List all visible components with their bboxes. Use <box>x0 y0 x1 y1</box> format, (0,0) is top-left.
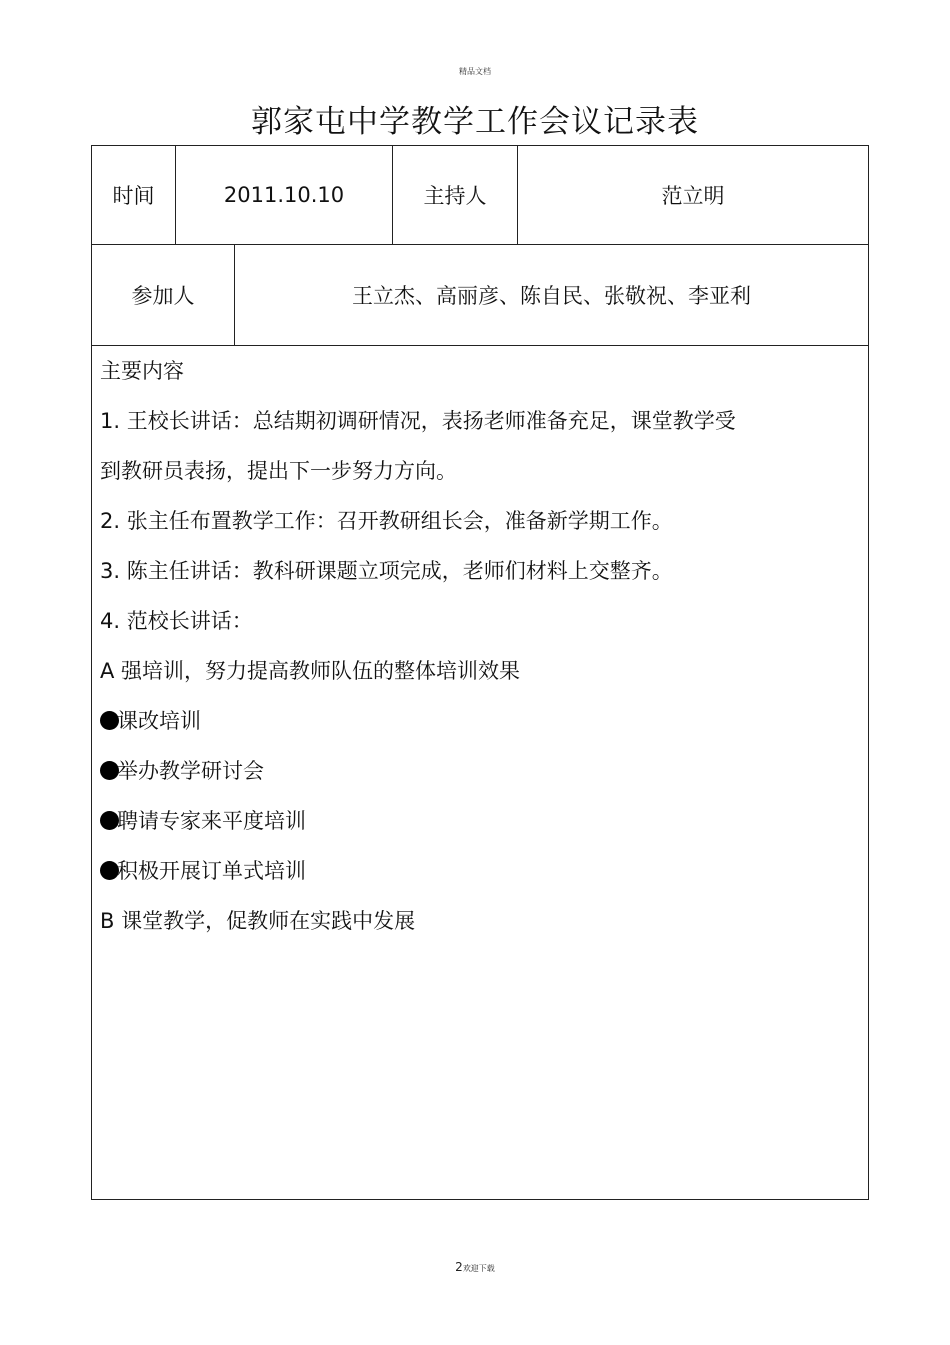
content-line: 1. 王校长讲话：总结期初调研情况，表扬老师准备充足，课堂教学受 <box>100 409 736 433</box>
bullet-text: 举办教学研讨会 <box>117 759 264 783</box>
content-line: 2. 张主任布置教学工作：召开教研组长会，准备新学期工作。 <box>100 509 673 533</box>
host-value: 范立明 <box>661 184 725 208</box>
attendees-label: 参加人 <box>92 244 235 345</box>
time-value: 2011.10.10 <box>176 146 393 244</box>
host-label: 主持人 <box>393 146 518 244</box>
content-line: 4. 范校长讲话： <box>100 609 253 633</box>
bullet-item <box>100 805 306 835</box>
bullet-text: 积极开展订单式培训 <box>117 859 306 883</box>
bullet-text: 课改培训 <box>117 709 201 733</box>
bullet-item <box>100 855 306 885</box>
time-host-row <box>92 146 868 245</box>
attendees-row <box>92 244 868 346</box>
page-footer <box>0 1260 950 1274</box>
bullet-item <box>100 705 201 735</box>
bullet-text: 聘请专家来平度培训 <box>117 809 306 833</box>
meeting-record-form <box>91 145 869 1200</box>
section-b: B 课堂教学，促教师在实践中发展 <box>100 909 416 933</box>
content-line: 到教研员表扬，提出下一步努力方向。 <box>100 459 457 483</box>
content-line: 3. 陈主任讲话：教科研课题立项完成，老师们材料上交整齐。 <box>100 559 673 583</box>
time-label: 时间 <box>92 146 176 244</box>
footer-note: 欢迎下载 <box>462 1264 495 1273</box>
page-number: 2 <box>455 1260 463 1274</box>
content-heading: 主要内容 <box>100 359 184 383</box>
content-line: A 强培训，努力提高教师队伍的整体培训效果 <box>100 659 521 683</box>
attendees-value: 王立杰、高丽彦、陈自民、张敬祝、李亚利 <box>352 283 751 308</box>
header-watermark: 精品文档 <box>459 67 491 76</box>
document-title: 郭家屯中学教学工作会议记录表 <box>251 104 699 140</box>
bullet-item <box>100 755 264 785</box>
